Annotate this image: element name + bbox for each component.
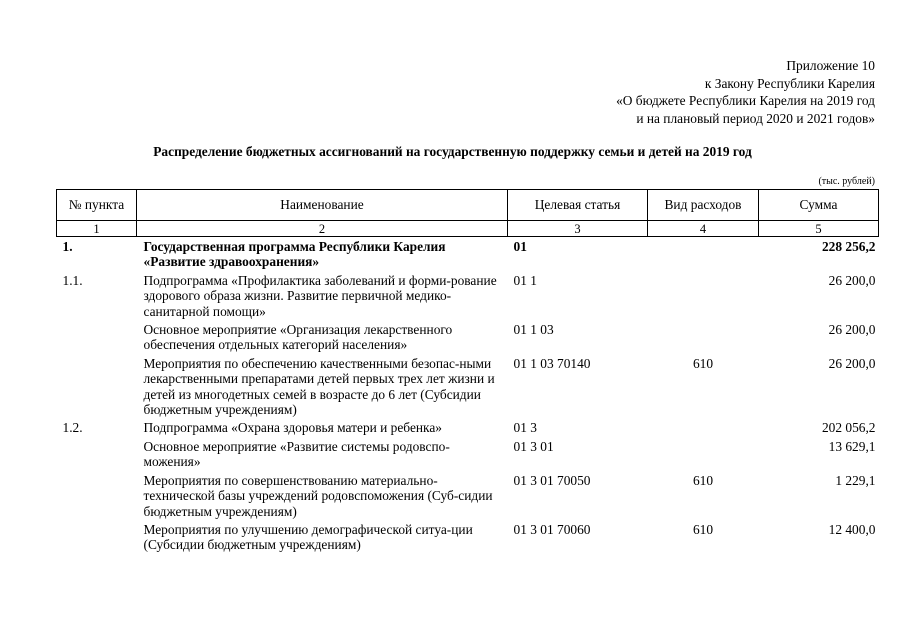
header-expense-type: Вид расходов <box>648 190 759 221</box>
row-number <box>57 355 137 420</box>
appendix-line-1: Приложение 10 <box>786 58 875 73</box>
table-row <box>57 472 879 521</box>
appendix-block <box>616 57 875 127</box>
row-number <box>57 472 137 521</box>
table-row <box>57 355 879 420</box>
row-expense-type <box>648 272 759 321</box>
column-number: 3 <box>508 221 648 237</box>
header-item-number: № пункта <box>57 190 137 221</box>
appendix-line-3: «О бюджете Республики Карелия на 2019 год <box>616 93 875 109</box>
row-number: 1. <box>62 239 73 254</box>
row-number <box>57 321 137 355</box>
appendix-line-4: и на плановый период 2020 и 2021 годов» <box>636 110 875 126</box>
row-name: Мероприятия по совершенствованию материально-технической базы учреждений родовспоможения (Суб-сидии бюджетным учреждениям) <box>143 472 493 519</box>
table-row <box>57 321 879 355</box>
row-amount: 202 056,2 <box>821 420 876 436</box>
row-name: Подпрограмма «Профилактика заболеваний и форми-рование здорового образа жизни. Развитие первичной медико-санитарной помощи» <box>143 272 497 319</box>
row-name: Подпрограмма «Охрана здоровья матери и ребенка» <box>143 420 442 436</box>
row-expense-type <box>648 237 759 272</box>
column-number: 5 <box>759 221 879 237</box>
header-target-article: Целевая статья <box>508 190 648 221</box>
row-expense-type: 610 <box>692 521 714 537</box>
column-number: 2 <box>137 221 508 237</box>
table-row <box>57 438 879 472</box>
row-name: Основное мероприятие «Организация лекарственного обеспечения отдельных категорий населения» <box>143 322 453 353</box>
row-target-article: 01 1 <box>513 272 537 288</box>
row-amount: 13 629,1 <box>828 438 876 454</box>
row-amount: 228 256,2 <box>821 239 876 254</box>
row-amount: 26 200,0 <box>828 322 876 338</box>
row-target-article: 01 3 01 70060 <box>513 521 591 537</box>
row-expense-type <box>648 438 759 472</box>
row-name: Государственная программа Республики Карелия «Развитие здравоохранения» <box>143 239 446 270</box>
row-target-article: 01 3 01 70050 <box>513 472 591 488</box>
row-amount: 12 400,0 <box>828 521 876 537</box>
row-number <box>57 521 137 555</box>
row-target-article: 01 <box>513 239 527 254</box>
row-expense-type: 610 <box>692 472 714 488</box>
row-expense-type <box>648 321 759 355</box>
row-number: 1.2. <box>62 420 83 436</box>
row-amount: 26 200,0 <box>828 355 876 371</box>
document-title: Распределение бюджетных ассигнований на государственную поддержку семьи и детей на 2019 год <box>153 144 752 159</box>
column-number: 4 <box>648 221 759 237</box>
row-name: Основное мероприятие «Развитие системы родовспо-можения» <box>143 438 450 470</box>
header-name: Наименование <box>137 190 508 221</box>
budget-table <box>56 189 879 555</box>
row-target-article: 01 1 03 <box>513 322 554 338</box>
row-name: Мероприятия по обеспечению качественными безопас-ными лекарственными препаратами детей первых трех лет жизни и детей из многодетных семей в возрасте до 6 лет (Субсидии бюджетным учреждениям) <box>143 355 495 418</box>
table-header-row <box>57 190 879 221</box>
units-label: (тыс. рублей) <box>818 176 875 187</box>
table-row <box>57 521 879 555</box>
column-number-row <box>57 221 879 237</box>
row-target-article: 01 3 <box>513 420 537 436</box>
row-amount: 1 229,1 <box>835 472 876 488</box>
row-target-article: 01 1 03 70140 <box>513 355 591 371</box>
table-row <box>57 272 879 321</box>
row-number <box>57 438 137 472</box>
row-number: 1.1. <box>62 272 83 288</box>
row-expense-type: 610 <box>692 355 714 371</box>
row-expense-type <box>648 419 759 437</box>
header-amount: Сумма <box>759 190 879 221</box>
table-row <box>57 419 879 437</box>
table-row <box>57 237 879 272</box>
row-target-article: 01 3 01 <box>513 438 554 454</box>
column-number: 1 <box>57 221 137 237</box>
row-name: Мероприятия по улучшению демографической ситуа-ции (Субсидии бюджетным учреждениям) <box>143 521 473 553</box>
appendix-line-2: к Закону Республики Карелия <box>704 75 875 91</box>
row-amount: 26 200,0 <box>828 272 876 288</box>
